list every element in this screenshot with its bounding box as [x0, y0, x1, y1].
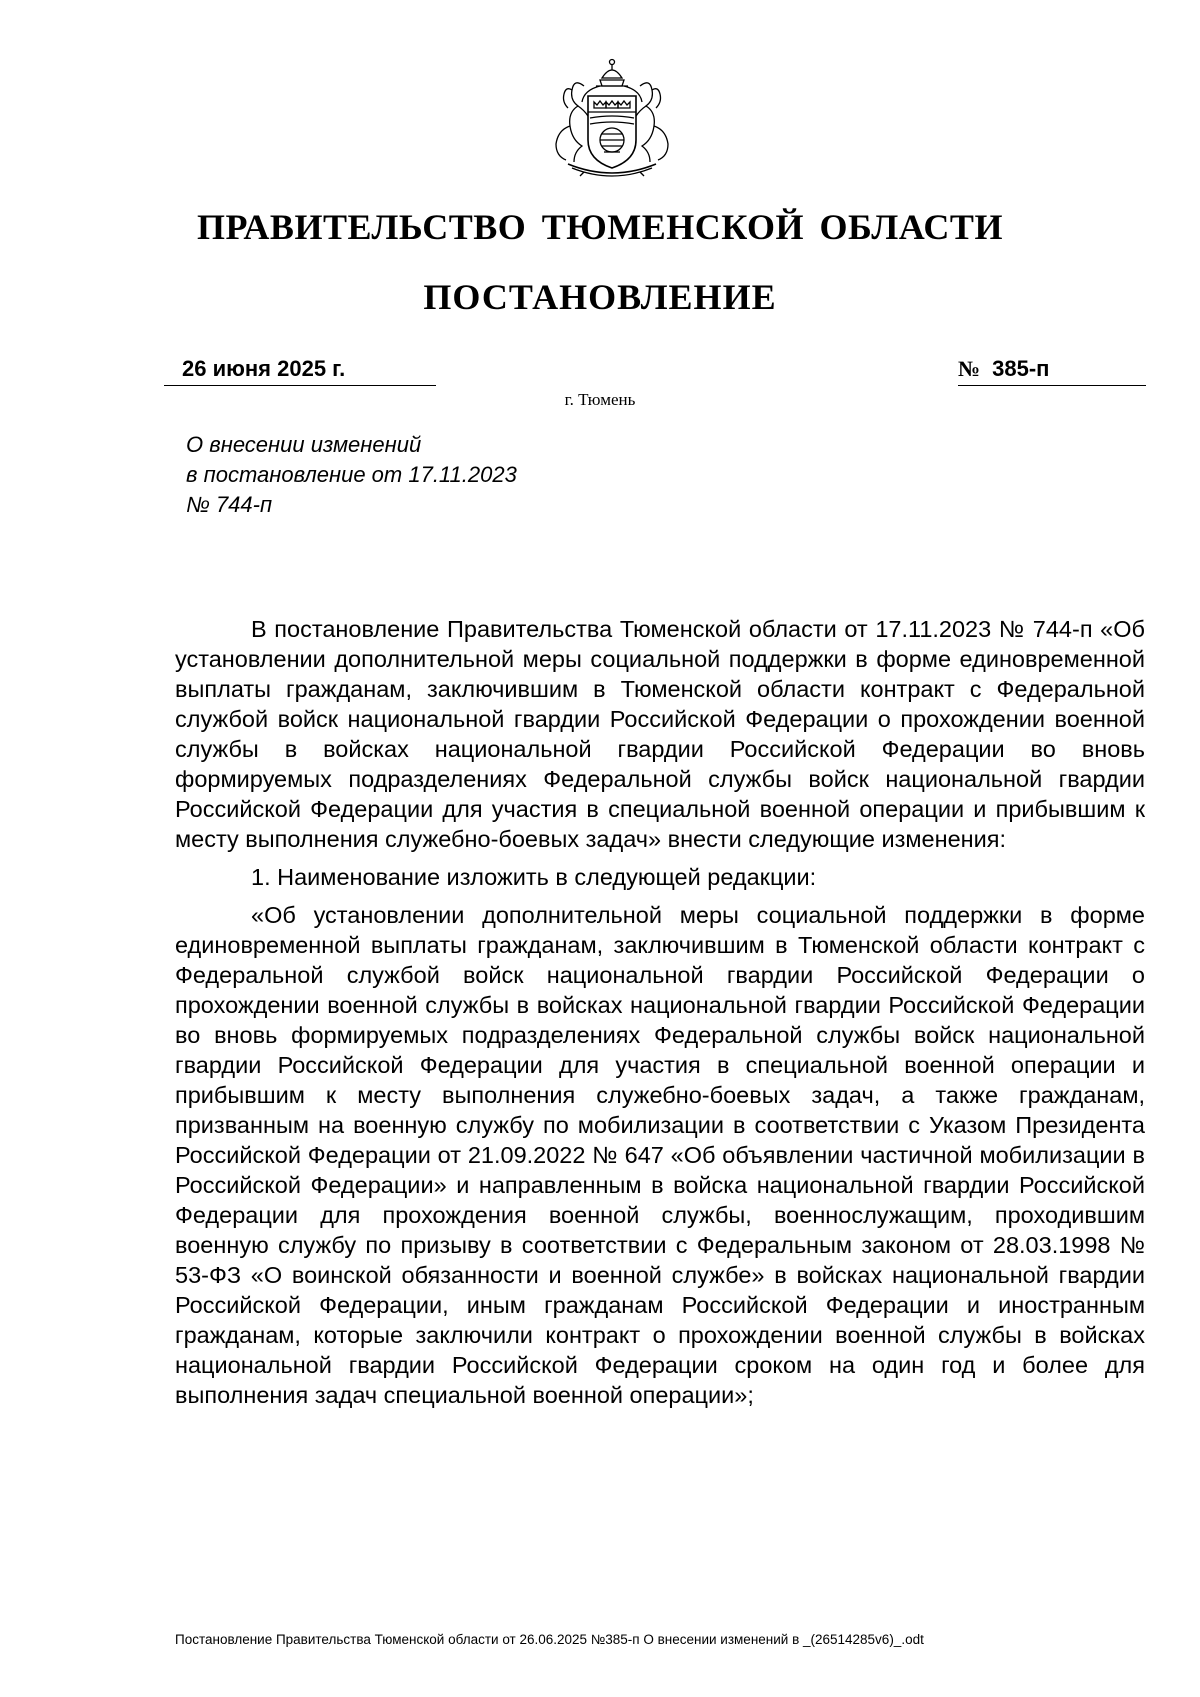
body-paragraph: В постановление Правительства Тюменской области от 17.11.2023 № 744-п «Об установлении дополнительной меры социальной поддержки в форме единовременной выплаты гражданам, заключившим в Тюменской области контракт с Федеральной службой войск национальной гвардии Российской Федерации о прохождении военной службы в войсках национальной гвардии Российской Федерации во вновь формируемых подразделениях Федеральной службы войск национальной гвардии Российской Федерации для участия в специальной военной операции и прибывшим к месту выполнения служебно-боевых задач» внести следующие изменения: [175, 616, 1145, 852]
subject-line: О внесении изменений [186, 432, 422, 457]
document-footer: Постановление Правительства Тюменской области от 26.06.2025 №385-п О внесении изменений в _(26514285v6)_.odt [175, 1632, 924, 1647]
body-paragraph: «Об установлении дополнительной меры социальной поддержки в форме единовременной выплаты гражданам, заключившим в Тюменской области контракт с Федеральной службой войск национальной гвардии Российской Федерации о прохождении военной службы в войсках национальной гвардии Российской Федерации во вновь формируемых подразделениях Федеральной службы войск национальной гвардии Российской Федерации для участия в специальной военной операции и прибывшим к месту выполнения служебно-боевых задач, а также гражданам, призванным на военную службу по мобилизации в соответствии с Указом Президента Российской Федерации от 21.09.2022 № 647 «Об объявлении частичной мобилизации в Российской Федерации» и направленным в войска национальной гвардии Российской Федерации для прохождения военной службы, военнослужащим, проходившим военную службу по призыву в соответствии с Федеральным законом от 28.03.1998 № 53-ФЗ «О воинской обязанности и военной службе» в войсках национальной гвардии Российской Федерации, иным гражданам Российской Федерации и иностранным гражданам, которые заключили контракт о прохождении военной службы в войсках национальной гвардии Российской Федерации сроком на один год и более для выполнения задач специальной военной операции»; [175, 902, 1145, 1408]
organization-title: ПРАВИТЕЛЬСТВО ТЮМЕНСКОЙ ОБЛАСТИ [197, 207, 1003, 247]
document-body [175, 614, 1145, 1410]
document-number-field [958, 354, 1146, 386]
document-type-title: ПОСТАНОВЛЕНИЕ [423, 277, 777, 317]
tyumen-oblast-coat-of-arms-icon [544, 56, 680, 184]
document-number: 385-п [992, 356, 1050, 381]
document-subject [186, 430, 517, 520]
number-sign: № [958, 356, 981, 381]
document-city: г. Тюмень [564, 390, 636, 409]
body-paragraph: 1. Наименование изложить в следующей редакции: [251, 864, 817, 890]
subject-line: в постановление от 17.11.2023 [186, 462, 517, 487]
document-date: 26 июня 2025 г. [164, 354, 436, 386]
subject-line: № 744-п [186, 492, 273, 517]
